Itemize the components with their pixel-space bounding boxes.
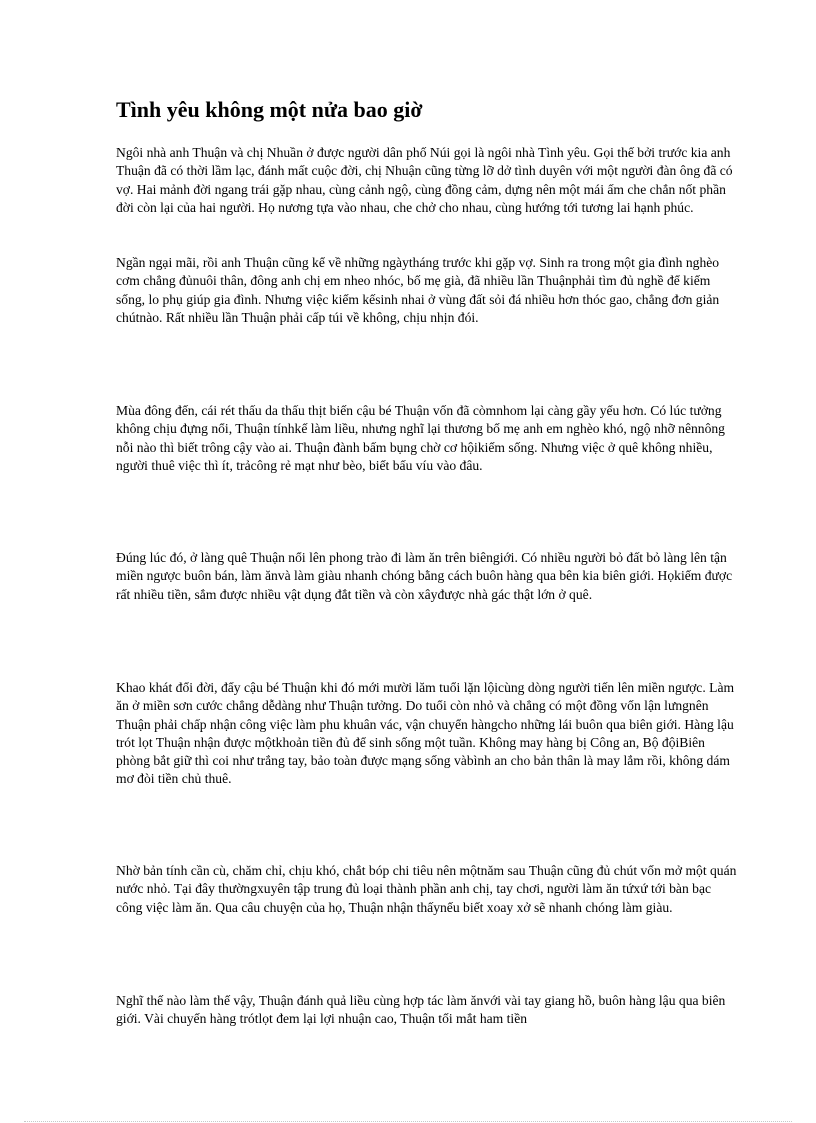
paragraph-3: Mùa đông đến, cái rét thấu da thấu thịt biến cậu bé Thuận vốn đã còmnhom lại càng gầy yếu hơn. Có lúc tưởng không chịu đựng nổi, Thuận tínhkế làm liều, nhưng nghĩ lại thương bố mẹ anh em nghèo khó, ngộ nhỡ nênnông nỗi nào thì biết trông cậy vào ai. Thuận đành bấm bụng chờ cơ hộikiếm sống. Nhưng việc ở quê không nhiều, người thuê việc thì ít, trảcông rẻ mạt như bèo, biết bấu víu vào đâu. xyxy=(116,403,725,473)
document-title: Tình yêu không một nửa bao giờ xyxy=(116,97,423,122)
paragraph-2: Ngần ngại mãi, rồi anh Thuận cũng kể về những ngàytháng trước khi gặp vợ. Sinh ra trong một gia đình nghèo cơm chẳng đủnuôi thân, đông anh chị em nheo nhóc, bố mẹ già, đã nhiều lần Thuậnphải tìm đủ nghề để kiếm sống, lo phụ giúp gia đình. Nhưng việc kiếm kếsinh nhai ở vùng đất sỏi đá nhiều hơn thóc gao, chẳng đơn giản chútnào. Rất nhiều lần Thuận phải cấp túi về không, chịu nhịn đói. xyxy=(116,255,720,325)
paragraph-7: Nghĩ thế nào làm thế vậy, Thuận đánh quả liều cùng hợp tác làm ănvới vài tay giang hồ, buôn hàng lậu qua biên giới. Vài chuyến hàng trótlọt đem lại lợi nhuận cao, Thuận tối mắt ham tiền xyxy=(116,993,726,1027)
paragraph-6: Nhờ bản tính cần cù, chăm chỉ, chịu khó, chắt bóp chi tiêu nên mộtnăm sau Thuận cũng đủ chút vốn mở một quán nước nhỏ. Tại đây thườngxuyên tập trung đủ loại thành phần anh chị, tay chơi, người làm ăn tứxứ tới bàn bạc công việc làm ăn. Qua câu chuyện của họ, Thuận nhận thấynếu biết xoay xở sẽ nhanh chóng làm giàu. xyxy=(116,863,737,915)
paragraph-4: Đúng lúc đó, ở làng quê Thuận nổi lên phong trào đi làm ăn trên biêngiới. Có nhiều người bỏ đất bỏ làng lên tận miền ngược buôn bán, làm ănvà làm giàu nhanh chóng bằng cách buôn hàng qua bên kia biên giới. Họkiếm được rất nhiều tiền, sắm được nhiều vật dụng đắt tiền và còn xâyđược nhà gác thật lớn ở quê. xyxy=(116,550,733,602)
paragraph-1: Ngôi nhà anh Thuận và chị Nhuần ở được người dân phố Núi gọi là ngôi nhà Tình yêu. Gọi thế bởi trước kia anh Thuận đã có thời lầm lạc, đánh mất cuộc đời, chị Nhuận cũng từng lỡ dở tình duyên với một người đàn ông đã có vợ. Hai mảnh đời ngang trái gặp nhau, cùng cảnh ngộ, cùng đồng cảm, dựng nên một mái ấm che chắn nốt phần đời còn lại của hai người. Họ nương tựa vào nhau, che chở cho nhau, cùng hướng tới tương lai hạnh phúc. xyxy=(116,145,733,215)
paragraph-5: Khao khát đổi đời, đẩy cậu bé Thuận khi đó mới mười lăm tuổi lặn lộicùng dòng người tiến lên miền ngược. Làm ăn ở miền sơn cước chẳng dễdàng như Thuận tưởng. Do tuổi còn nhỏ và chẳng có một đồng vốn lận lưngnên Thuận phải chấp nhận công việc làm phu khuân vác, vận chuyển hàngcho những lái buôn qua biên giới. Hàng lậu trót lọt Thuận nhận được mộtkhoản tiền đủ để sinh sống một tuần. Không may hàng bị Công an, Bộ độiBiên phòng bắt giữ thì coi như trắng tay, bảo toàn được mạng sống vàbình an cho bản thân là may lắm rồi, không dám mơ đòi tiền chủ thuê. xyxy=(116,680,735,787)
page-bottom-divider xyxy=(24,1121,792,1122)
